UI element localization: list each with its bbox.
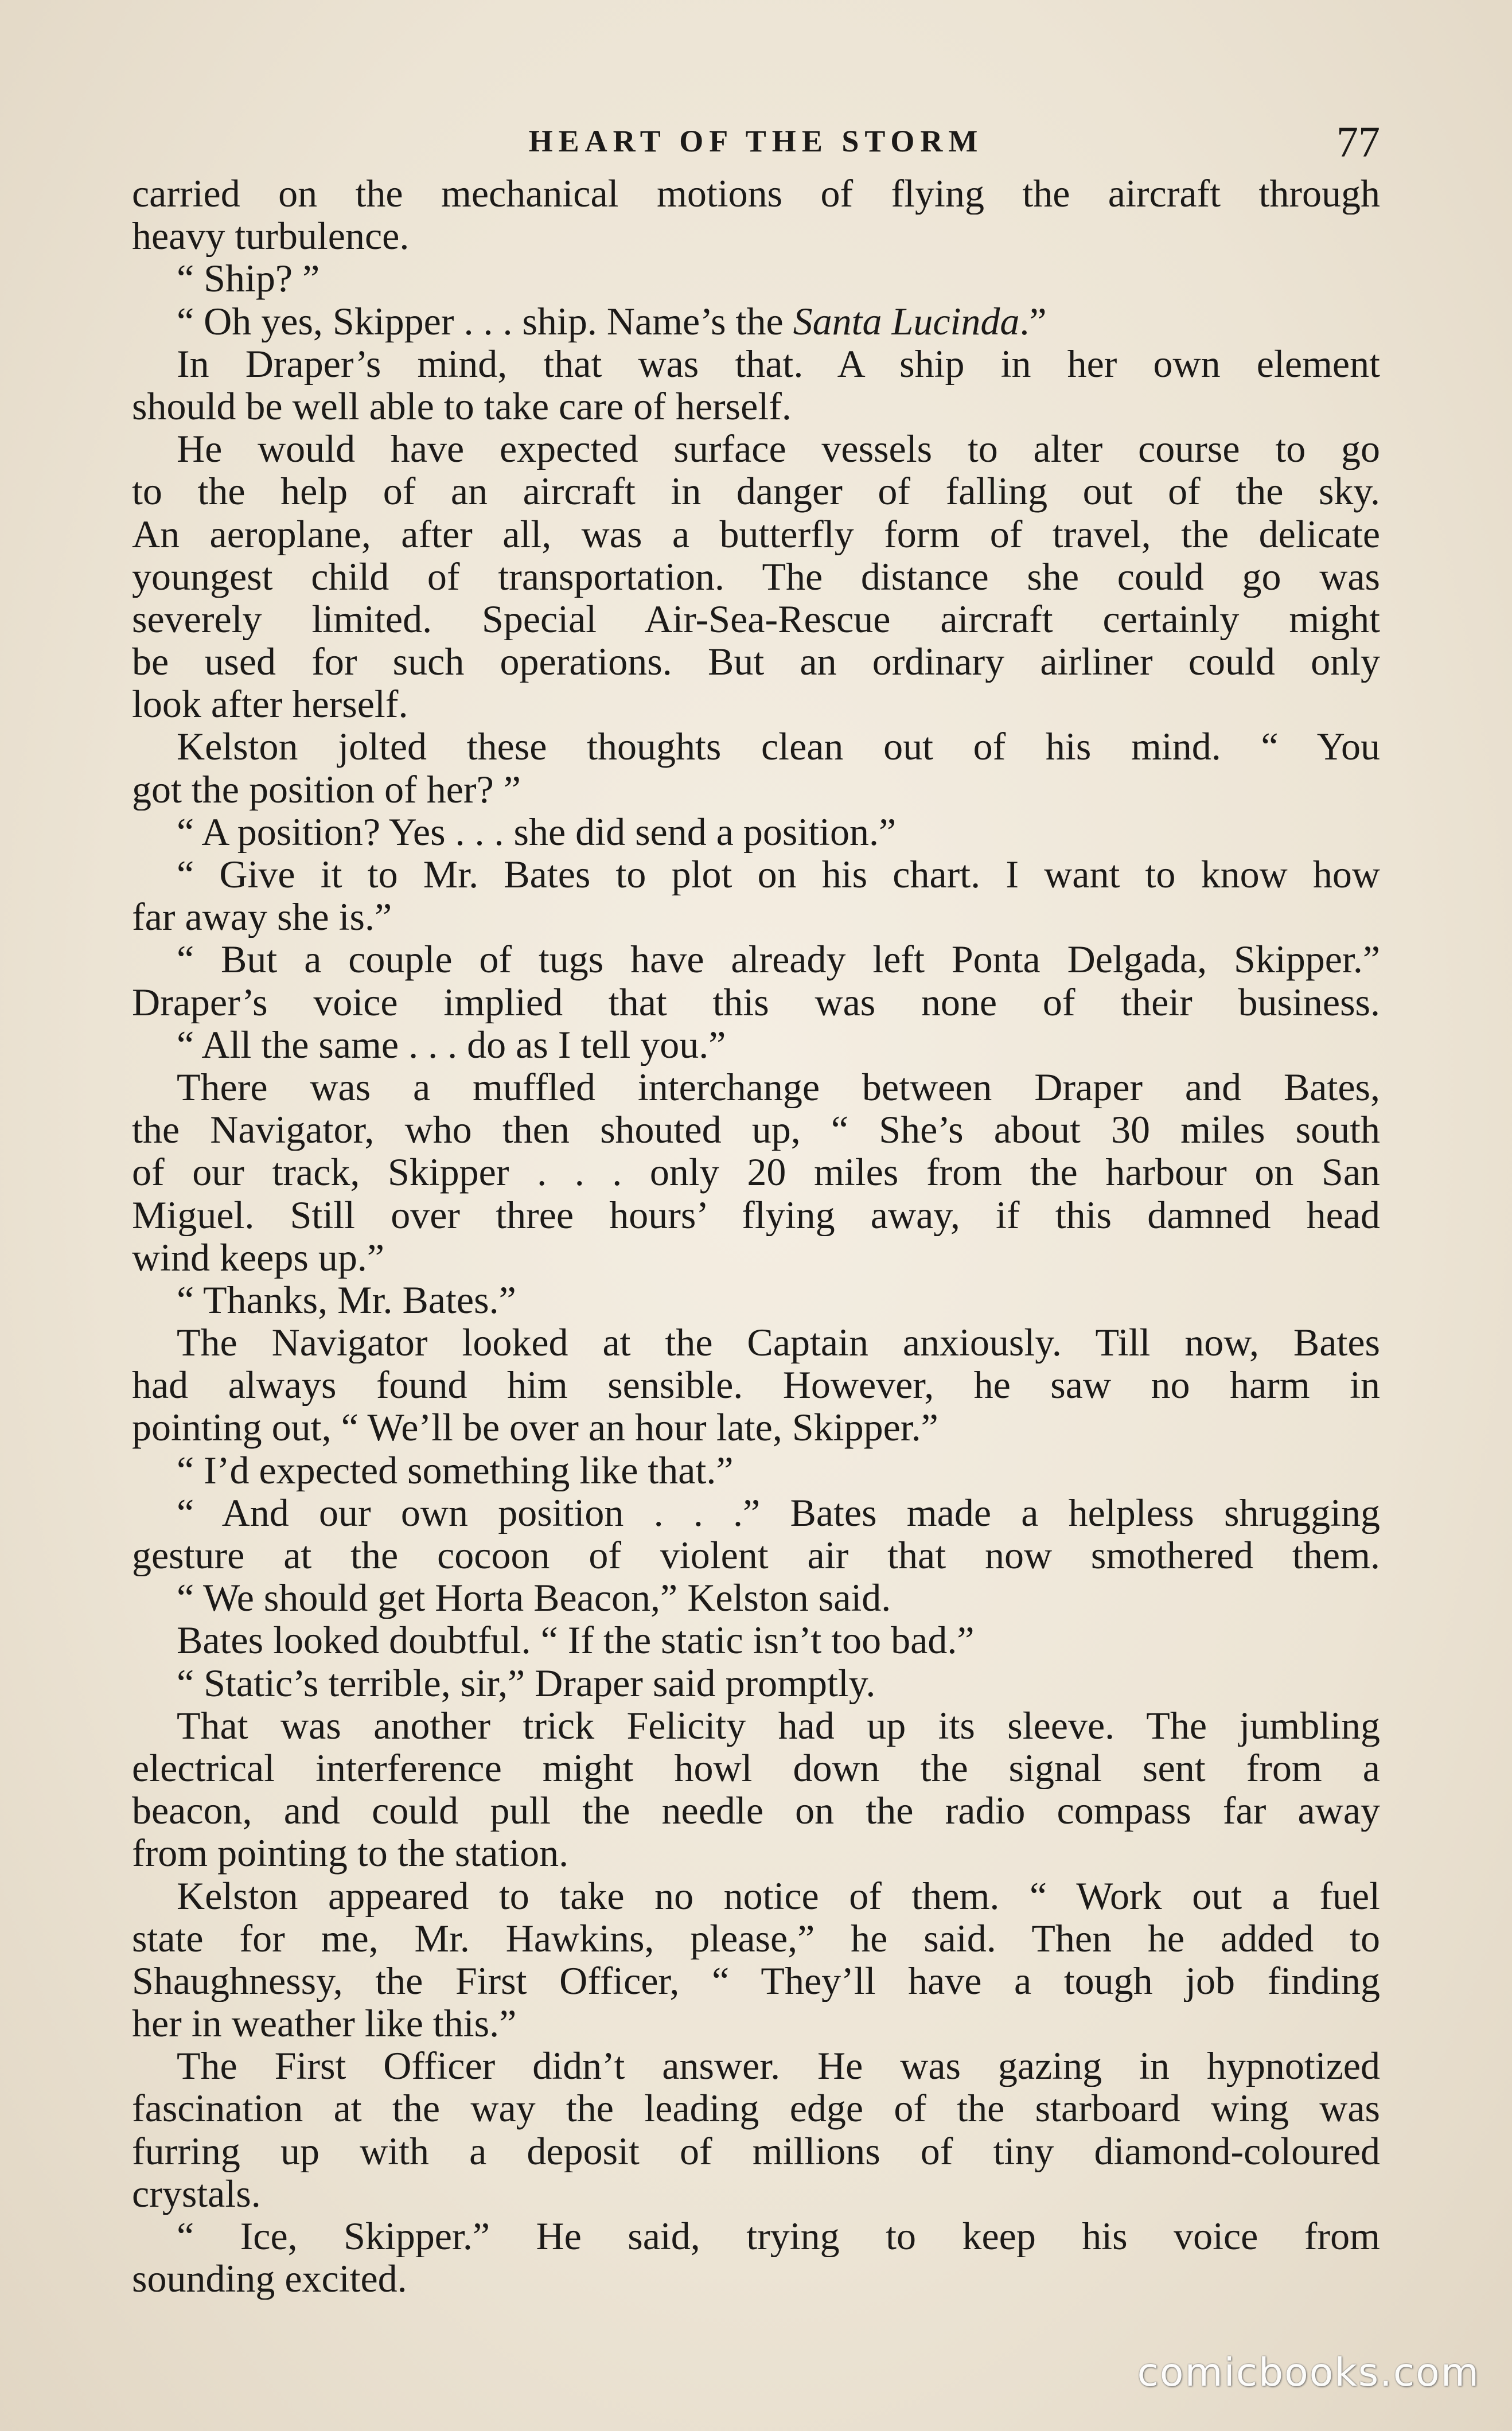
text-line: In Draper’s mind, that was that. A ship in her own element: [177, 342, 1380, 385]
text-line: look after herself.: [132, 683, 408, 726]
text-line: beacon, and could pull the needle on the radio compass far away: [132, 1789, 1380, 1832]
text-line: “ We should get Horta Beacon,” Kelston said.: [177, 1576, 891, 1619]
text-line: “ I’d expected something like that.”: [177, 1448, 734, 1491]
text-line: to the help of an aircraft in danger of falling out of the sky.: [132, 470, 1380, 513]
text-line: “ Ice, Skipper.” He said, trying to keep his voice from: [177, 2215, 1380, 2258]
text-line: Kelston appeared to take no notice of them. “ Work out a fuel: [177, 1874, 1380, 1917]
text-line: “ Static’s terrible, sir,” Draper said promptly.: [177, 1661, 876, 1704]
text-line: “ Thanks, Mr. Bates.”: [177, 1278, 516, 1322]
text-line: crystals.: [132, 2172, 261, 2215]
text-line: should be well able to take care of herself.: [132, 384, 792, 428]
text-line: Draper’s voice implied that this was none of their business.: [132, 980, 1380, 1023]
text-line: severely limited. Special Air-Sea-Rescue aircraft certainly might: [132, 597, 1380, 641]
text-line: The First Officer didn’t answer. He was gazing in hypnotized: [177, 2044, 1380, 2087]
text-line: gesture at the cocoon of violent air that now smothered them.: [132, 1534, 1380, 1577]
text-line: “ A position? Yes . . . she did send a position.”: [177, 810, 897, 853]
page-header: [132, 118, 1380, 169]
text-line: her in weather like this.”: [132, 2002, 517, 2045]
text-line: [132, 300, 1380, 342]
text-line: got the position of her? ”: [132, 768, 521, 811]
text-line: be used for such operations. But an ordinary airliner could only: [132, 640, 1380, 683]
text-line: pointing out, “ We’ll be over an hour late, Skipper.”: [132, 1406, 938, 1449]
watermark: comicbooks.com: [1137, 2350, 1480, 2395]
text-line: “ Ship? ”: [177, 257, 320, 300]
text-line: state for me, Mr. Hawkins, please,” he said. Then he added to: [132, 1916, 1380, 1959]
text-line: furring up with a deposit of millions of tiny diamond-coloured: [132, 2129, 1380, 2172]
text-line: Miguel. Still over three hours’ flying away, if this damned head: [132, 1193, 1380, 1236]
text-line: from pointing to the station.: [132, 1832, 569, 1875]
text-line: carried on the mechanical motions of flying the aircraft through: [132, 172, 1380, 215]
text-line: An aeroplane, after all, was a butterfly form of travel, the delicate: [132, 512, 1380, 555]
text-line: “ But a couple of tugs have already left Ponta Delgada, Skipper.”: [177, 938, 1380, 981]
text-line: “ All the same . . . do as I tell you.”: [177, 1023, 726, 1066]
body-text: [132, 172, 1380, 2300]
text-line: far away she is.”: [132, 895, 392, 938]
text-line: “ And our own position . . .” Bates made a helpless shrugging: [177, 1491, 1380, 1534]
text-line: sounding excited.: [132, 2257, 407, 2300]
text-line: He would have expected surface vessels to alter course to go: [177, 427, 1380, 470]
text-line: the Navigator, who then shouted up, “ She’s about 30 miles south: [132, 1108, 1380, 1151]
text-line: electrical interference might howl down the signal sent from a: [132, 1746, 1380, 1790]
text-line: “ Give it to Mr. Bates to plot on his chart. I want to know how: [177, 853, 1380, 896]
text-segment: .”: [1019, 299, 1047, 342]
text-line: fascination at the way the leading edge of the starboard wing was: [132, 2087, 1380, 2130]
text-line: Shaughnessy, the First Officer, “ They’ll have a tough job finding: [132, 1959, 1380, 2003]
text-line: Kelston jolted these thoughts clean out of his mind. “ You: [177, 725, 1380, 768]
text-line: heavy turbulence.: [132, 215, 410, 258]
text-segment: “ Oh yes, Skipper . . . ship. Name’s the: [177, 299, 793, 342]
text-line: of our track, Skipper . . . only 20 miles from the harbour on San: [132, 1151, 1380, 1194]
text-line: youngest child of transportation. The distance she could go was: [132, 555, 1380, 598]
text-line: There was a muffled interchange between Draper and Bates,: [177, 1065, 1380, 1109]
running-title: HEART OF THE STORM: [528, 124, 984, 158]
text-line: That was another trick Felicity had up its sleeve. The jumbling: [177, 1704, 1380, 1747]
text-line: had always found him sensible. However, he saw no harm in: [132, 1363, 1380, 1407]
ship-name: Santa Lucinda: [793, 299, 1020, 342]
text-line: Bates looked doubtful. “ If the static isn’t too bad.”: [177, 1619, 975, 1662]
text-line: wind keeps up.”: [132, 1236, 385, 1279]
page-number: 77: [1336, 118, 1380, 166]
text-line: The Navigator looked at the Captain anxiously. Till now, Bates: [177, 1321, 1380, 1364]
